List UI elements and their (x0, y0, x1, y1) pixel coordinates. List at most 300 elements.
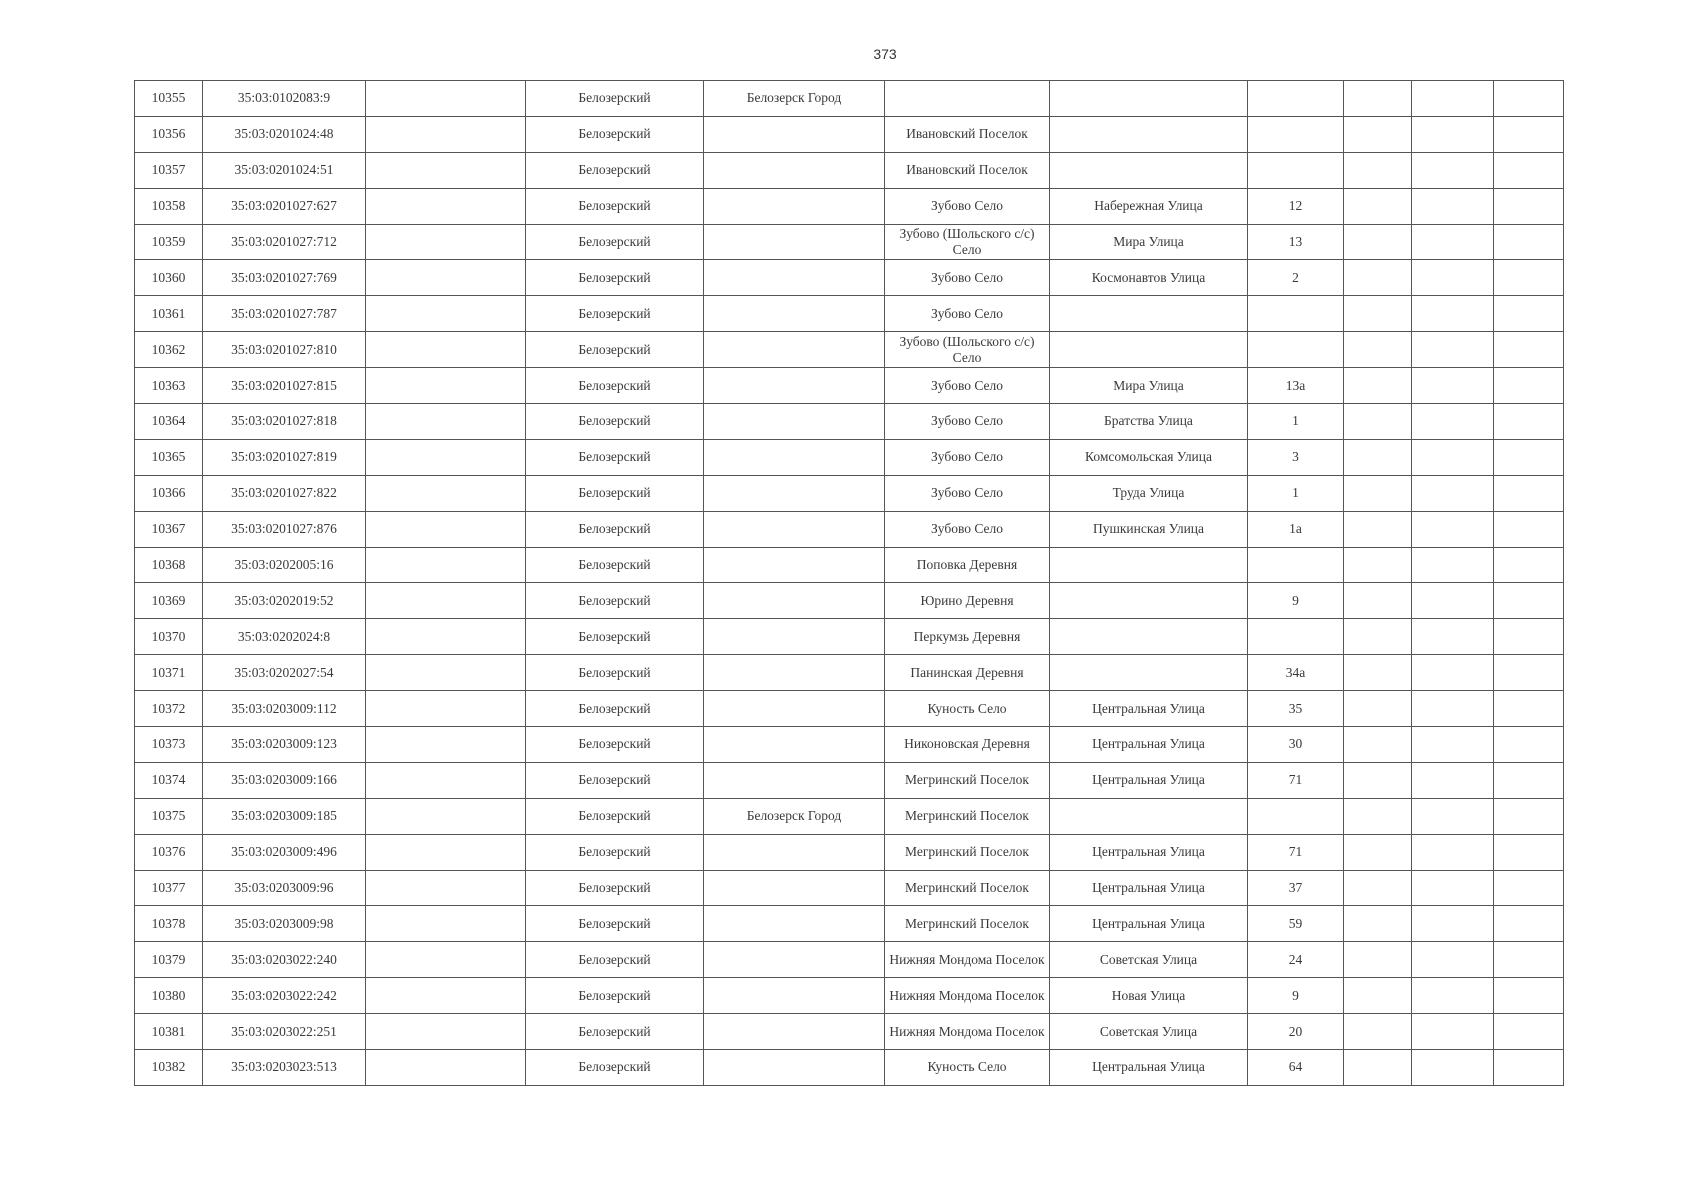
table-row (135, 1014, 1564, 1050)
row-number-cell: 10380 (135, 978, 203, 1014)
settlement-cell: Зубово Село (885, 439, 1050, 475)
settlement-cell: Нижняя Мондома Поселок (885, 1014, 1050, 1050)
city-cell (704, 439, 885, 475)
extra-cell-1 (1344, 1014, 1412, 1050)
city-cell (704, 727, 885, 763)
row-number-cell: 10363 (135, 368, 203, 404)
blank-cell (366, 870, 526, 906)
city-cell (704, 511, 885, 547)
extra-cell-3 (1494, 583, 1564, 619)
city-cell (704, 188, 885, 224)
extra-cell-1 (1344, 332, 1412, 368)
extra-cell-3 (1494, 81, 1564, 117)
extra-cell-2 (1412, 81, 1494, 117)
extra-cell-1 (1344, 547, 1412, 583)
blank-cell (366, 152, 526, 188)
house-number-cell: 1 (1248, 404, 1344, 440)
blank-cell (366, 511, 526, 547)
extra-cell-1 (1344, 834, 1412, 870)
extra-cell-2 (1412, 547, 1494, 583)
blank-cell (366, 260, 526, 296)
city-cell (704, 655, 885, 691)
house-number-cell (1248, 332, 1344, 368)
house-number-cell: 64 (1248, 1050, 1344, 1086)
city-cell (704, 619, 885, 655)
extra-cell-1 (1344, 691, 1412, 727)
extra-cell-2 (1412, 116, 1494, 152)
house-number-cell: 9 (1248, 978, 1344, 1014)
city-cell (704, 368, 885, 404)
cadastral-number-cell: 35:03:0201027:769 (203, 260, 366, 296)
house-number-cell (1248, 116, 1344, 152)
table-row (135, 475, 1564, 511)
city-cell (704, 906, 885, 942)
table-row (135, 1050, 1564, 1086)
extra-cell-3 (1494, 296, 1564, 332)
city-cell (704, 404, 885, 440)
table-row (135, 978, 1564, 1014)
extra-cell-1 (1344, 727, 1412, 763)
page-number: 373 (873, 46, 897, 62)
blank-cell (366, 116, 526, 152)
row-number-cell: 10379 (135, 942, 203, 978)
street-cell: Мира Улица (1050, 224, 1248, 260)
table-row (135, 942, 1564, 978)
extra-cell-2 (1412, 798, 1494, 834)
street-cell: Мира Улица (1050, 368, 1248, 404)
extra-cell-3 (1494, 655, 1564, 691)
city-cell (704, 547, 885, 583)
extra-cell-1 (1344, 475, 1412, 511)
street-cell: Пушкинская Улица (1050, 511, 1248, 547)
house-number-cell (1248, 152, 1344, 188)
blank-cell (366, 978, 526, 1014)
district-cell: Белозерский (526, 655, 704, 691)
extra-cell-3 (1494, 762, 1564, 798)
settlement-cell: Зубово Село (885, 511, 1050, 547)
city-cell (704, 762, 885, 798)
district-cell: Белозерский (526, 691, 704, 727)
blank-cell (366, 942, 526, 978)
table-row (135, 116, 1564, 152)
house-number-cell: 9 (1248, 583, 1344, 619)
settlement-cell: Нижняя Мондома Поселок (885, 978, 1050, 1014)
cadastral-number-cell: 35:03:0202027:54 (203, 655, 366, 691)
house-number-cell: 71 (1248, 834, 1344, 870)
cadastral-number-cell: 35:03:0203009:496 (203, 834, 366, 870)
settlement-cell: Зубово (Шольского с/с) Село (885, 332, 1050, 368)
extra-cell-3 (1494, 834, 1564, 870)
extra-cell-3 (1494, 260, 1564, 296)
street-cell (1050, 116, 1248, 152)
extra-cell-1 (1344, 583, 1412, 619)
blank-cell (366, 619, 526, 655)
street-cell: Центральная Улица (1050, 906, 1248, 942)
blank-cell (366, 691, 526, 727)
row-number-cell: 10365 (135, 439, 203, 475)
settlement-cell: Зубово (Шольского с/с) Село (885, 224, 1050, 260)
table-row (135, 368, 1564, 404)
cadastral-number-cell: 35:03:0202005:16 (203, 547, 366, 583)
settlement-cell: Нижняя Мондома Поселок (885, 942, 1050, 978)
settlement-cell: Мегринский Поселок (885, 834, 1050, 870)
district-cell: Белозерский (526, 1050, 704, 1086)
cadastral-number-cell: 35:03:0201027:627 (203, 188, 366, 224)
city-cell: Белозерск Город (704, 81, 885, 117)
extra-cell-1 (1344, 906, 1412, 942)
table-row (135, 296, 1564, 332)
house-number-cell: 20 (1248, 1014, 1344, 1050)
settlement-cell: Зубово Село (885, 475, 1050, 511)
settlement-cell: Куность Село (885, 1050, 1050, 1086)
district-cell: Белозерский (526, 260, 704, 296)
blank-cell (366, 798, 526, 834)
street-cell (1050, 81, 1248, 117)
cadastral-number-cell: 35:03:0201024:51 (203, 152, 366, 188)
cadastral-number-cell: 35:03:0102083:9 (203, 81, 366, 117)
district-cell: Белозерский (526, 547, 704, 583)
city-cell: Белозерск Город (704, 798, 885, 834)
settlement-cell: Мегринский Поселок (885, 870, 1050, 906)
street-cell (1050, 332, 1248, 368)
blank-cell (366, 81, 526, 117)
street-cell: Новая Улица (1050, 978, 1248, 1014)
blank-cell (366, 296, 526, 332)
house-number-cell: 1 (1248, 475, 1344, 511)
city-cell (704, 296, 885, 332)
cadastral-number-cell: 35:03:0203022:240 (203, 942, 366, 978)
blank-cell (366, 368, 526, 404)
blank-cell (366, 762, 526, 798)
district-cell: Белозерский (526, 296, 704, 332)
blank-cell (366, 583, 526, 619)
row-number-cell: 10362 (135, 332, 203, 368)
row-number-cell: 10357 (135, 152, 203, 188)
street-cell (1050, 583, 1248, 619)
blank-cell (366, 224, 526, 260)
district-cell: Белозерский (526, 511, 704, 547)
settlement-cell: Зубово Село (885, 188, 1050, 224)
blank-cell (366, 655, 526, 691)
cadastral-number-cell: 35:03:0203009:185 (203, 798, 366, 834)
extra-cell-2 (1412, 834, 1494, 870)
house-number-cell: 13 (1248, 224, 1344, 260)
extra-cell-3 (1494, 942, 1564, 978)
table-row (135, 691, 1564, 727)
row-number-cell: 10359 (135, 224, 203, 260)
extra-cell-1 (1344, 511, 1412, 547)
cadastral-number-cell: 35:03:0201027:787 (203, 296, 366, 332)
settlement-cell: Мегринский Поселок (885, 798, 1050, 834)
city-cell (704, 691, 885, 727)
table-row (135, 727, 1564, 763)
extra-cell-1 (1344, 404, 1412, 440)
district-cell: Белозерский (526, 368, 704, 404)
table-body (135, 81, 1564, 1086)
extra-cell-3 (1494, 547, 1564, 583)
extra-cell-3 (1494, 224, 1564, 260)
extra-cell-1 (1344, 152, 1412, 188)
extra-cell-1 (1344, 762, 1412, 798)
extra-cell-2 (1412, 655, 1494, 691)
extra-cell-1 (1344, 798, 1412, 834)
street-cell (1050, 619, 1248, 655)
extra-cell-3 (1494, 511, 1564, 547)
district-cell: Белозерский (526, 475, 704, 511)
table-row (135, 619, 1564, 655)
house-number-cell: 13а (1248, 368, 1344, 404)
extra-cell-1 (1344, 978, 1412, 1014)
cadastral-number-cell: 35:03:0201027:818 (203, 404, 366, 440)
cadastral-number-cell: 35:03:0201027:819 (203, 439, 366, 475)
house-number-cell: 37 (1248, 870, 1344, 906)
house-number-cell (1248, 619, 1344, 655)
row-number-cell: 10372 (135, 691, 203, 727)
house-number-cell (1248, 547, 1344, 583)
district-cell: Белозерский (526, 619, 704, 655)
extra-cell-2 (1412, 152, 1494, 188)
house-number-cell: 34а (1248, 655, 1344, 691)
extra-cell-1 (1344, 368, 1412, 404)
street-cell: Советская Улица (1050, 942, 1248, 978)
table-row (135, 152, 1564, 188)
cadastral-number-cell: 35:03:0203009:166 (203, 762, 366, 798)
table-row (135, 260, 1564, 296)
table-row (135, 439, 1564, 475)
district-cell: Белозерский (526, 332, 704, 368)
extra-cell-2 (1412, 978, 1494, 1014)
settlement-cell: Куность Село (885, 691, 1050, 727)
cadastral-number-cell: 35:03:0202024:8 (203, 619, 366, 655)
cadastral-number-cell: 35:03:0201024:48 (203, 116, 366, 152)
row-number-cell: 10366 (135, 475, 203, 511)
row-number-cell: 10369 (135, 583, 203, 619)
district-cell: Белозерский (526, 798, 704, 834)
settlement-cell: Ивановский Поселок (885, 152, 1050, 188)
blank-cell (366, 332, 526, 368)
blank-cell (366, 188, 526, 224)
district-cell: Белозерский (526, 404, 704, 440)
district-cell: Белозерский (526, 906, 704, 942)
street-cell: Труда Улица (1050, 475, 1248, 511)
city-cell (704, 332, 885, 368)
blank-cell (366, 834, 526, 870)
extra-cell-3 (1494, 906, 1564, 942)
blank-cell (366, 547, 526, 583)
street-cell: Космонавтов Улица (1050, 260, 1248, 296)
extra-cell-2 (1412, 583, 1494, 619)
street-cell (1050, 296, 1248, 332)
extra-cell-3 (1494, 1050, 1564, 1086)
city-cell (704, 834, 885, 870)
extra-cell-2 (1412, 404, 1494, 440)
row-number-cell: 10368 (135, 547, 203, 583)
house-number-cell (1248, 798, 1344, 834)
house-number-cell: 71 (1248, 762, 1344, 798)
extra-cell-2 (1412, 475, 1494, 511)
extra-cell-3 (1494, 691, 1564, 727)
table-row (135, 332, 1564, 368)
blank-cell (366, 906, 526, 942)
district-cell: Белозерский (526, 762, 704, 798)
district-cell: Белозерский (526, 870, 704, 906)
district-cell: Белозерский (526, 116, 704, 152)
street-cell: Советская Улица (1050, 1014, 1248, 1050)
street-cell: Набережная Улица (1050, 188, 1248, 224)
extra-cell-3 (1494, 1014, 1564, 1050)
row-number-cell: 10377 (135, 870, 203, 906)
settlement-cell: Никоновская Деревня (885, 727, 1050, 763)
row-number-cell: 10367 (135, 511, 203, 547)
house-number-cell: 2 (1248, 260, 1344, 296)
extra-cell-2 (1412, 619, 1494, 655)
street-cell: Центральная Улица (1050, 762, 1248, 798)
cadastral-number-cell: 35:03:0201027:876 (203, 511, 366, 547)
extra-cell-3 (1494, 870, 1564, 906)
house-number-cell: 24 (1248, 942, 1344, 978)
city-cell (704, 978, 885, 1014)
cadastral-number-cell: 35:03:0201027:810 (203, 332, 366, 368)
row-number-cell: 10375 (135, 798, 203, 834)
district-cell: Белозерский (526, 978, 704, 1014)
extra-cell-3 (1494, 368, 1564, 404)
city-cell (704, 260, 885, 296)
cadastral-number-cell: 35:03:0203009:96 (203, 870, 366, 906)
house-number-cell: 12 (1248, 188, 1344, 224)
extra-cell-3 (1494, 188, 1564, 224)
extra-cell-1 (1344, 188, 1412, 224)
cadastral-number-cell: 35:03:0203009:123 (203, 727, 366, 763)
extra-cell-1 (1344, 439, 1412, 475)
extra-cell-3 (1494, 475, 1564, 511)
city-cell (704, 475, 885, 511)
city-cell (704, 1050, 885, 1086)
table-row (135, 547, 1564, 583)
extra-cell-1 (1344, 942, 1412, 978)
table-row (135, 762, 1564, 798)
extra-cell-3 (1494, 152, 1564, 188)
street-cell (1050, 655, 1248, 691)
extra-cell-2 (1412, 691, 1494, 727)
table-row (135, 906, 1564, 942)
extra-cell-2 (1412, 1014, 1494, 1050)
extra-cell-1 (1344, 296, 1412, 332)
extra-cell-1 (1344, 619, 1412, 655)
extra-cell-1 (1344, 81, 1412, 117)
extra-cell-1 (1344, 260, 1412, 296)
cadastral-number-cell: 35:03:0203009:98 (203, 906, 366, 942)
extra-cell-1 (1344, 1050, 1412, 1086)
extra-cell-2 (1412, 1050, 1494, 1086)
house-number-cell (1248, 81, 1344, 117)
street-cell (1050, 547, 1248, 583)
table-row (135, 224, 1564, 260)
city-cell (704, 1014, 885, 1050)
district-cell: Белозерский (526, 834, 704, 870)
street-cell: Центральная Улица (1050, 870, 1248, 906)
extra-cell-1 (1344, 870, 1412, 906)
district-cell: Белозерский (526, 583, 704, 619)
settlement-cell: Юрино Деревня (885, 583, 1050, 619)
extra-cell-2 (1412, 727, 1494, 763)
city-cell (704, 152, 885, 188)
blank-cell (366, 404, 526, 440)
district-cell: Белозерский (526, 942, 704, 978)
house-number-cell: 3 (1248, 439, 1344, 475)
registry-table (134, 80, 1564, 1086)
row-number-cell: 10374 (135, 762, 203, 798)
row-number-cell: 10371 (135, 655, 203, 691)
extra-cell-2 (1412, 368, 1494, 404)
street-cell: Центральная Улица (1050, 727, 1248, 763)
extra-cell-2 (1412, 188, 1494, 224)
settlement-cell (885, 81, 1050, 117)
extra-cell-2 (1412, 224, 1494, 260)
extra-cell-3 (1494, 619, 1564, 655)
house-number-cell (1248, 296, 1344, 332)
table-row (135, 655, 1564, 691)
extra-cell-2 (1412, 762, 1494, 798)
district-cell: Белозерский (526, 152, 704, 188)
extra-cell-3 (1494, 978, 1564, 1014)
cadastral-number-cell: 35:03:0202019:52 (203, 583, 366, 619)
city-cell (704, 942, 885, 978)
cadastral-number-cell: 35:03:0201027:822 (203, 475, 366, 511)
extra-cell-3 (1494, 727, 1564, 763)
district-cell: Белозерский (526, 439, 704, 475)
row-number-cell: 10355 (135, 81, 203, 117)
district-cell: Белозерский (526, 188, 704, 224)
street-cell: Комсомольская Улица (1050, 439, 1248, 475)
table-row (135, 188, 1564, 224)
blank-cell (366, 439, 526, 475)
blank-cell (366, 1014, 526, 1050)
extra-cell-3 (1494, 116, 1564, 152)
settlement-cell: Мегринский Поселок (885, 906, 1050, 942)
extra-cell-2 (1412, 906, 1494, 942)
cadastral-number-cell: 35:03:0203023:513 (203, 1050, 366, 1086)
cadastral-number-cell: 35:03:0203009:112 (203, 691, 366, 727)
city-cell (704, 116, 885, 152)
house-number-cell: 59 (1248, 906, 1344, 942)
table-row (135, 834, 1564, 870)
extra-cell-1 (1344, 224, 1412, 260)
blank-cell (366, 475, 526, 511)
extra-cell-2 (1412, 439, 1494, 475)
row-number-cell: 10356 (135, 116, 203, 152)
settlement-cell: Перкумзь Деревня (885, 619, 1050, 655)
blank-cell (366, 727, 526, 763)
settlement-cell: Мегринский Поселок (885, 762, 1050, 798)
row-number-cell: 10361 (135, 296, 203, 332)
settlement-cell: Зубово Село (885, 260, 1050, 296)
row-number-cell: 10358 (135, 188, 203, 224)
extra-cell-1 (1344, 655, 1412, 691)
extra-cell-3 (1494, 404, 1564, 440)
extra-cell-1 (1344, 116, 1412, 152)
house-number-cell: 1а (1248, 511, 1344, 547)
cadastral-number-cell: 35:03:0201027:815 (203, 368, 366, 404)
table-row (135, 798, 1564, 834)
row-number-cell: 10381 (135, 1014, 203, 1050)
street-cell: Центральная Улица (1050, 834, 1248, 870)
row-number-cell: 10382 (135, 1050, 203, 1086)
registry-table-container (134, 80, 1564, 1086)
table-row (135, 870, 1564, 906)
city-cell (704, 870, 885, 906)
district-cell: Белозерский (526, 1014, 704, 1050)
settlement-cell: Зубово Село (885, 368, 1050, 404)
